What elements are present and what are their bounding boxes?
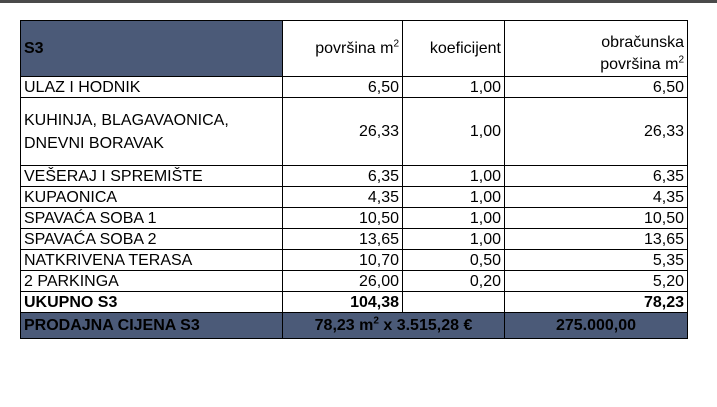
room-coefficient: 1,00 bbox=[403, 229, 505, 250]
total-label: UKUPNO S3 bbox=[21, 292, 283, 313]
room-area: 26,00 bbox=[283, 271, 403, 292]
room-coefficient: 1,00 bbox=[403, 77, 505, 98]
total-row bbox=[21, 292, 688, 313]
table-row bbox=[21, 98, 688, 166]
area-column-header: površina $m^2$ bbox=[283, 21, 403, 77]
room-name: VEŠERAJ I SPREMIŠTE bbox=[21, 166, 283, 187]
table-row bbox=[21, 229, 688, 250]
room-area: 6,35 bbox=[283, 166, 403, 187]
table-row bbox=[21, 208, 688, 229]
area-table bbox=[20, 20, 688, 339]
room-area: 26,33 bbox=[283, 98, 403, 166]
room-name: 2 PARKINGA bbox=[21, 271, 283, 292]
room-name: KUPAONICA bbox=[21, 187, 283, 208]
room-coefficient: 0,50 bbox=[403, 250, 505, 271]
room-calculated-area: 10,50 bbox=[505, 208, 688, 229]
room-calculated-area: 4,35 bbox=[505, 187, 688, 208]
room-area: 13,65 bbox=[283, 229, 403, 250]
top-border-line bbox=[0, 0, 717, 3]
total-coefficient-empty bbox=[403, 292, 505, 313]
unit-header: S3 bbox=[21, 21, 283, 77]
price-row bbox=[21, 313, 688, 339]
room-name: KUHINJA, BLAGAVAONICA, DNEVNI BORAVAK bbox=[21, 98, 283, 166]
room-calculated-area: 6,50 bbox=[505, 77, 688, 98]
room-coefficient: 1,00 bbox=[403, 208, 505, 229]
table-row bbox=[21, 250, 688, 271]
room-area: 10,70 bbox=[283, 250, 403, 271]
room-calculated-area: 6,35 bbox=[505, 166, 688, 187]
table-row bbox=[21, 271, 688, 292]
room-area: 6,50 bbox=[283, 77, 403, 98]
price-value: 275.000,00 bbox=[505, 313, 688, 339]
room-name: ULAZ I HODNIK bbox=[21, 77, 283, 98]
table-row bbox=[21, 77, 688, 98]
total-calculated-area: 78,23 bbox=[505, 292, 688, 313]
total-area: 104,38 bbox=[283, 292, 403, 313]
room-coefficient: 0,20 bbox=[403, 271, 505, 292]
room-name: SPAVAĆA SOBA 2 bbox=[21, 229, 283, 250]
room-calculated-area: 26,33 bbox=[505, 98, 688, 166]
room-coefficient: 1,00 bbox=[403, 98, 505, 166]
room-coefficient: 1,00 bbox=[403, 187, 505, 208]
room-calculated-area: 13,65 bbox=[505, 229, 688, 250]
room-calculated-area: 5,20 bbox=[505, 271, 688, 292]
coefficient-column-header: koeficijent bbox=[403, 21, 505, 77]
calculated-area-column-header: obračunska površina $m^2$ bbox=[505, 21, 688, 77]
price-formula: 78,23 $m^2$ x 3.515,28 € bbox=[283, 313, 505, 339]
table-header-row bbox=[21, 21, 688, 77]
table-row bbox=[21, 166, 688, 187]
price-label: PRODAJNA CIJENA S3 bbox=[21, 313, 283, 339]
room-area: 4,35 bbox=[283, 187, 403, 208]
room-name: NATKRIVENA TERASA bbox=[21, 250, 283, 271]
room-area: 10,50 bbox=[283, 208, 403, 229]
table-row bbox=[21, 187, 688, 208]
room-name: SPAVAĆA SOBA 1 bbox=[21, 208, 283, 229]
room-calculated-area: 5,35 bbox=[505, 250, 688, 271]
room-coefficient: 1,00 bbox=[403, 166, 505, 187]
